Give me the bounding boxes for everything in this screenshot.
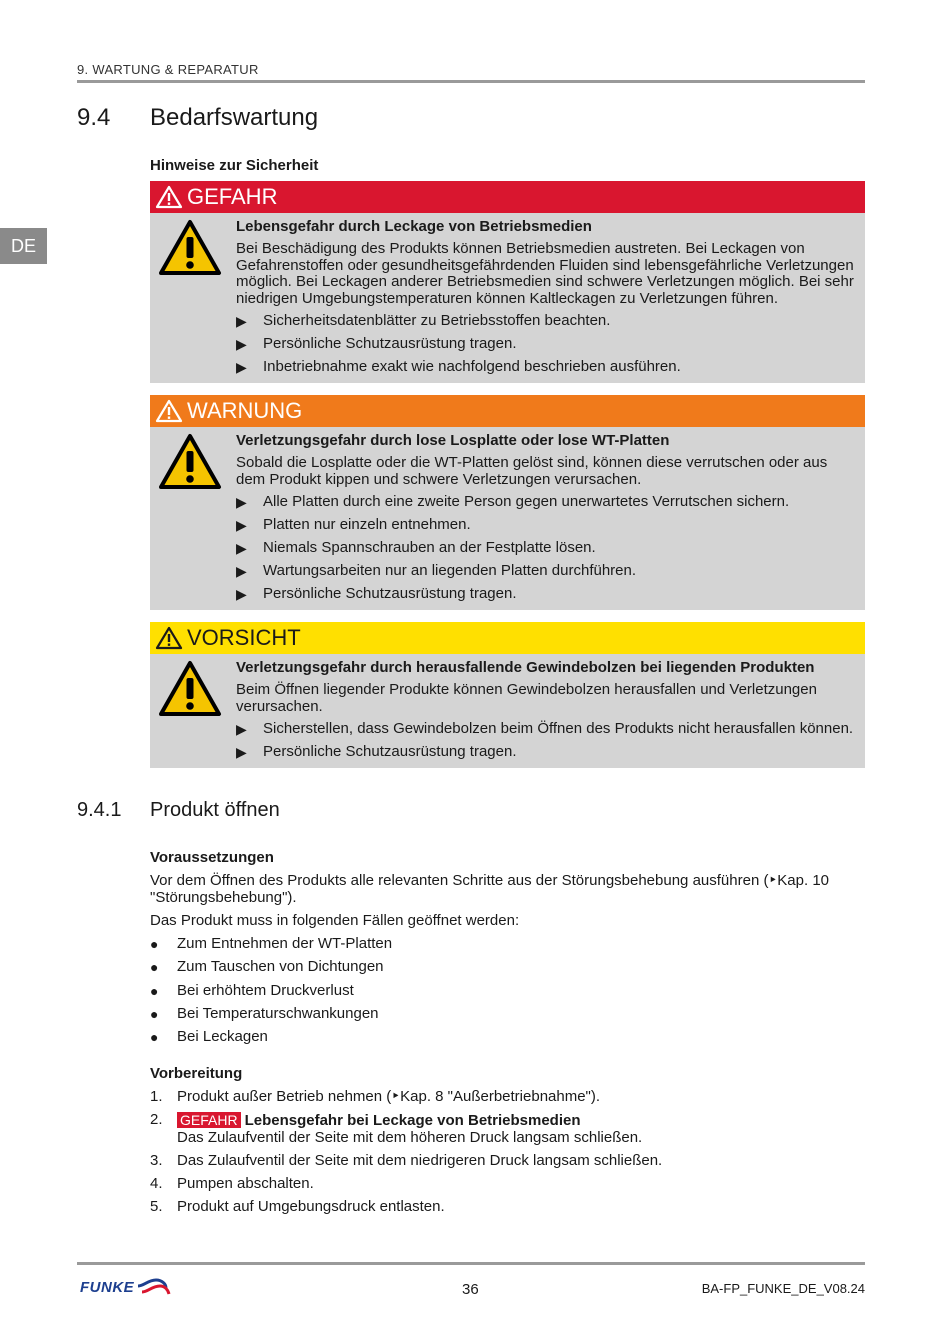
warning-step: ▶ Niemals Spannschrauben an der Festplatte lösen. xyxy=(236,539,596,557)
arrow-bullet-icon: ▶ xyxy=(236,336,247,353)
warning-step: ▶ Persönliche Schutzausrüstung tragen. xyxy=(236,585,517,603)
footer-rule xyxy=(77,1262,865,1265)
preparation-heading: Vorbereitung xyxy=(150,1065,243,1082)
caution-step: ▶ Persönliche Schutzausrüstung tragen. xyxy=(236,743,517,761)
danger-notice xyxy=(150,181,865,383)
caution-notice xyxy=(150,622,865,768)
warning-title: Verletzungsgefahr durch lose Losplatte oder lose WT-Platten xyxy=(236,432,670,449)
logo-mark-icon xyxy=(134,1276,174,1298)
arrow-bullet-icon: ▶ xyxy=(236,359,247,376)
warning-notice xyxy=(150,395,865,610)
step-item: 3. Das Zulaufventil der Seite mit dem niedrigeren Druck langsam schließen. xyxy=(150,1151,663,1169)
arrow-bullet-icon: ▶ xyxy=(236,721,247,738)
preparation-steps xyxy=(150,1089,865,1222)
running-header: 9. WARTUNG & REPARATUR xyxy=(77,62,259,77)
subsection-title: Produkt öffnen xyxy=(150,799,280,821)
arrow-bullet-icon: ▶ xyxy=(236,517,247,534)
warning-triangle-icon xyxy=(155,399,183,423)
danger-step: ▶ Sicherheitsdatenblätter zu Betriebsstoffen beachten. xyxy=(236,312,611,330)
logo-wordmark: FUNKE xyxy=(80,1278,135,1296)
dot-bullet-icon: ● xyxy=(150,982,159,999)
arrow-bullet-icon: ▶ xyxy=(236,586,247,603)
dot-bullet-icon: ● xyxy=(150,1005,159,1022)
step-item: 5. Produkt auf Umgebungsdruck entlasten. xyxy=(150,1197,445,1215)
arrow-bullet-icon: ▶ xyxy=(236,744,247,761)
arrow-bullet-icon: ▶ xyxy=(236,494,247,511)
safety-heading: Hinweise zur Sicherheit xyxy=(150,157,319,174)
prerequisites-heading: Voraussetzungen xyxy=(150,849,274,866)
section-number: 9.4 xyxy=(77,104,111,131)
caution-label: VORSICHT xyxy=(187,625,301,650)
prerequisites-intro: Das Produkt muss in folgenden Fällen geöffnet werden: xyxy=(150,912,520,929)
danger-title: Lebensgefahr durch Leckage von Betriebsmedien xyxy=(236,218,592,235)
prerequisites-text: Vor dem Öffnen des Produkts alle relevanten Schritte aus der Störungsbehebung ausführen (‣Kap. 10 "Störungsbehebung"). xyxy=(150,872,829,906)
section-title: Bedarfswartung xyxy=(150,104,319,131)
list-item: ● Bei Leckagen xyxy=(150,1028,268,1046)
dot-bullet-icon: ● xyxy=(150,936,159,952)
hazard-triangle-icon xyxy=(158,219,222,277)
warning-text: Sobald die Losplatte oder die WT-Platten gelöst sind, können diese verrutschen oder aus dem Produkt kippen und schwere Verletzungen verursachen. xyxy=(236,454,828,488)
danger-label: GEFAHR xyxy=(187,184,278,209)
hazard-triangle-icon xyxy=(158,433,222,491)
arrow-bullet-icon: ▶ xyxy=(236,313,247,330)
step-item: 1. Produkt außer Betrieb nehmen (‣Kap. 8 "Außerbetriebnahme"). xyxy=(150,1088,601,1105)
caution-step: ▶ Sicherstellen, dass Gewindebolzen beim Öffnen des Produkts nicht herausfallen können. xyxy=(236,720,854,738)
dot-bullet-icon: ● xyxy=(150,1029,159,1046)
step-item: 4. Pumpen abschalten. xyxy=(150,1174,314,1192)
step-warning-title: Lebensgefahr bei Leckage von Betriebsmedien xyxy=(244,1112,581,1130)
document-id: BA-FP_FUNKE_DE_V08.24 xyxy=(701,1281,865,1296)
danger-step: ▶ Inbetriebnahme exakt wie nachfolgend beschrieben ausführen. xyxy=(236,358,681,376)
warning-banner xyxy=(150,395,865,427)
warning-triangle-icon xyxy=(155,185,183,209)
warning-triangle-icon xyxy=(155,626,183,650)
danger-text: Bei Beschädigung des Produkts können Betriebsmedien austreten. Bei Leckagen von Gefahrenstoffen oder gesundheitsgefährdenden Fluiden sind lebensgefährliche Verletzungen möglich. Bei Leckagen anderer Betriebsmedien sind schwere Verletzungen möglich. Bei sehr niedrigen Umgebungstemperaturen können Kaltleckagen zu Verletzungen führen. xyxy=(236,240,854,307)
list-item: ● Bei erhöhtem Druckverlust xyxy=(150,981,354,999)
danger-badge: GEFAHR xyxy=(177,1112,241,1128)
company-logo xyxy=(80,1276,174,1298)
warning-step: ▶ Wartungsarbeiten nur an liegenden Platten durchführen. xyxy=(236,562,637,580)
section-heading xyxy=(77,104,318,132)
subsection-number: 9.4.1 xyxy=(77,799,122,821)
caution-title: Verletzungsgefahr durch herausfallende Gewindebolzen bei liegenden Produkten xyxy=(236,659,815,676)
step-text: Das Zulaufventil der Seite mit dem höheren Druck langsam schließen. xyxy=(177,1128,643,1146)
list-item: ● Zum Tauschen von Dichtungen xyxy=(150,958,384,976)
step-item: 2. GEFAHR Lebensgefahr bei Leckage von Betriebsmedien Das Zulaufventil der Seite mit dem höheren Druck langsam schließen. xyxy=(150,1111,643,1146)
arrow-bullet-icon: ▶ xyxy=(236,563,247,580)
header-rule xyxy=(77,80,865,83)
page-number: 36 xyxy=(462,1281,479,1298)
prerequisites-list xyxy=(150,935,865,1051)
danger-banner xyxy=(150,181,865,213)
dot-bullet-icon: ● xyxy=(150,959,159,976)
language-tab: DE xyxy=(0,228,47,264)
list-item: ● Bei Temperaturschwankungen xyxy=(150,1004,379,1022)
warning-label: WARNUNG xyxy=(187,398,303,423)
warning-step: ▶ Platten nur einzeln entnehmen. xyxy=(236,516,471,534)
caution-banner xyxy=(150,622,865,654)
list-item: ● Zum Entnehmen der WT-Platten xyxy=(150,935,393,952)
hazard-triangle-icon xyxy=(158,660,222,718)
danger-step: ▶ Persönliche Schutzausrüstung tragen. xyxy=(236,335,517,353)
arrow-bullet-icon: ▶ xyxy=(236,540,247,557)
warning-step: ▶ Alle Platten durch eine zweite Person gegen unerwartetes Verrutschen sichern. xyxy=(236,493,790,511)
caution-text: Beim Öffnen liegender Produkte können Gewindebolzen herausfallen und Verletzungen verursachen. xyxy=(236,681,817,715)
subsection-heading xyxy=(77,799,280,822)
